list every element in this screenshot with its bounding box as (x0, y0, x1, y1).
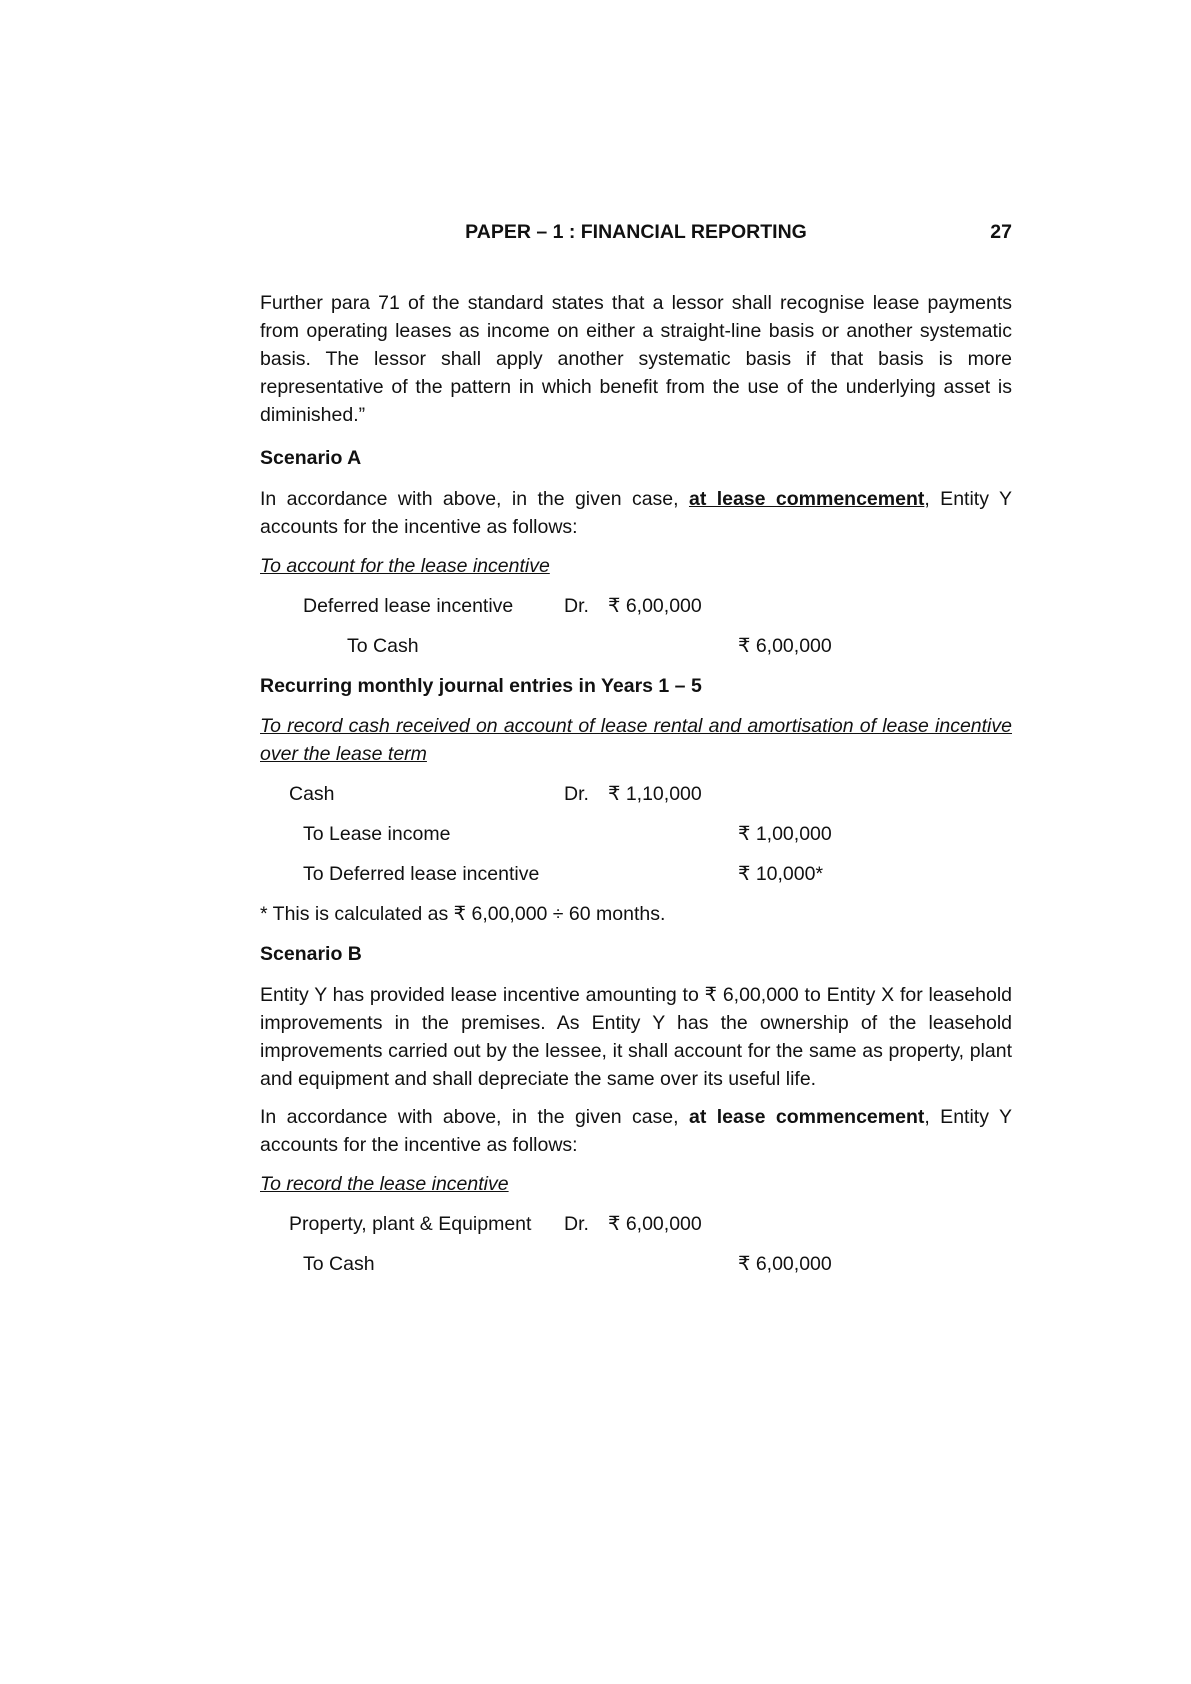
scenario-a-para-post: , Entity Y accounts for the incentive as follows: (260, 488, 1013, 538)
scenario-a-para-emphasis: at lease commencement (688, 488, 925, 510)
scenario-b-entry-caption-block (260, 1170, 1012, 1198)
debit-amount: ₹ 6,00,000 (608, 1213, 702, 1235)
credit-amount: ₹ 10,000* (738, 863, 824, 885)
credit-account: To Deferred lease incentive (303, 863, 540, 885)
debit-account: Deferred lease incentive (303, 595, 514, 617)
recurring-caption-block (260, 712, 1012, 768)
dr-marker: Dr. (564, 595, 589, 617)
credit-account: To Cash (303, 1253, 375, 1275)
credit-account: To Cash (347, 635, 419, 657)
recurring-heading: Recurring monthly journal entries in Years 1 – 5 (260, 675, 702, 697)
intro-paragraph-block (260, 289, 1012, 429)
credit-amount: ₹ 6,00,000 (738, 635, 832, 657)
scenario-a-paragraph-block (260, 485, 1012, 541)
journal-row-debit (260, 592, 1012, 620)
scenario-b-paragraph-block (260, 981, 1012, 1093)
dr-marker: Dr. (564, 783, 589, 805)
scenario-b-paragraph: Entity Y has provided lease incentive amounting to ₹ 6,00,000 to Entity X for leasehold improvements in the premises. As Entity Y has the ownership of the leasehold improvements carried out by the lessee, it shall account for the same as property, plant and equipment and shall depreciate the same over its useful life. (260, 984, 1012, 1090)
scenario-b-para-pre: In accordance with above, in the given case, (260, 1106, 689, 1128)
scenario-a-entry-caption-block (260, 552, 1012, 580)
journal-row-credit (260, 632, 1012, 660)
journal-row-debit (260, 780, 1012, 808)
scenario-a-paragraph (260, 485, 1012, 541)
recurring-caption: To record cash received on account of lease rental and amortisation of lease incentive over the lease term (260, 715, 1012, 765)
journal-row-credit (260, 860, 1012, 888)
debit-account: Property, plant & Equipment (289, 1213, 532, 1235)
journal-row-debit (260, 1210, 1012, 1238)
credit-amount: ₹ 6,00,000 (738, 1253, 832, 1275)
credit-account: To Lease income (303, 823, 451, 845)
scenario-b-para-post: , Entity Y accounts for the incentive as follows: (260, 1106, 1013, 1156)
header-title: PAPER – 1 : FINANCIAL REPORTING (465, 221, 807, 243)
scenario-a-para-pre: In accordance with above, in the given case, (260, 488, 689, 510)
intro-paragraph: Further para 71 of the standard states that a lessor shall recognise lease payments from operating leases as income on either a straight-line basis or another systematic basis. The lessor shall apply another systematic basis if that basis is more representative of the pattern in which benefit from the use of the underlying asset is diminished.” (260, 292, 1012, 426)
scenario-b-paragraph2 (260, 1103, 1012, 1159)
journal-row-credit (260, 820, 1012, 848)
debit-amount: ₹ 6,00,000 (608, 595, 702, 617)
scenario-b-entry-caption: To record the lease incentive (260, 1173, 509, 1195)
dr-marker: Dr. (564, 1213, 589, 1235)
debit-account: Cash (289, 783, 335, 805)
journal-row-credit (260, 1250, 1012, 1278)
scenario-a-heading: Scenario A (260, 447, 362, 469)
page-header (260, 218, 1012, 246)
credit-amount: ₹ 1,00,000 (738, 823, 832, 845)
page-number: 27 (990, 221, 1012, 243)
scenario-b-paragraph2-block (260, 1103, 1012, 1159)
scenario-b-para-emphasis: at lease commencement (688, 1106, 925, 1128)
scenario-b-heading: Scenario B (260, 943, 362, 965)
scenario-a-entry-caption: To account for the lease incentive (260, 555, 550, 577)
footnote: * This is calculated as ₹ 6,00,000 ÷ 60 months. (260, 903, 666, 925)
debit-amount: ₹ 1,10,000 (608, 783, 702, 805)
